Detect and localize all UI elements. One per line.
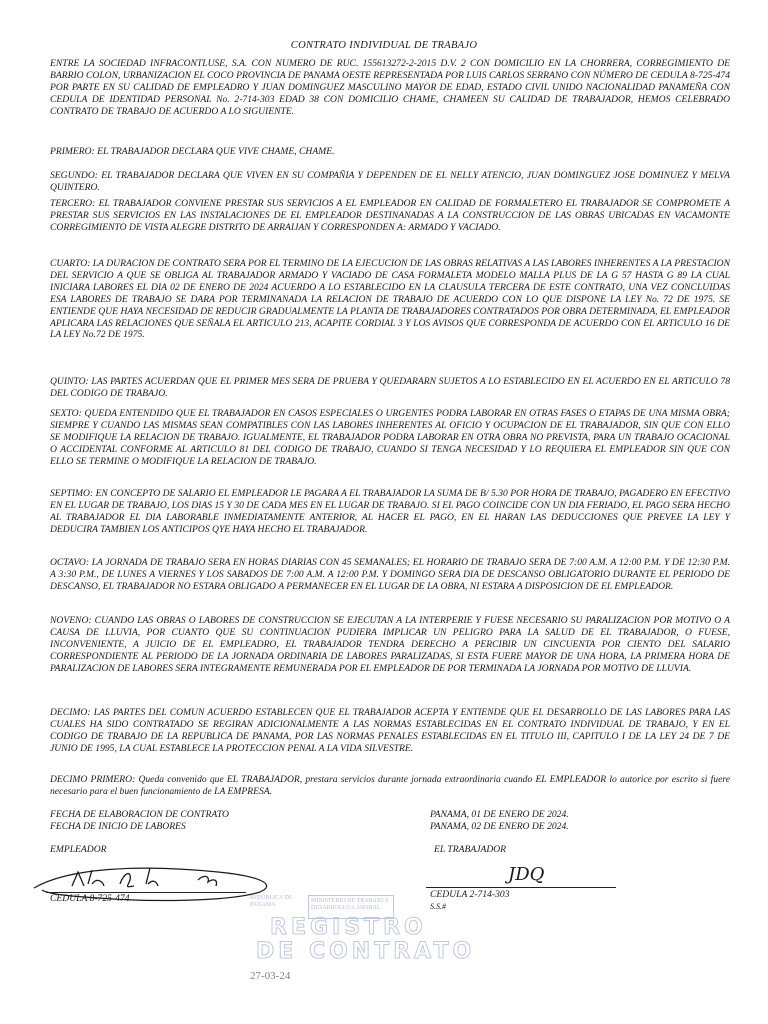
inicio-label: FECHA DE INICIO DE LABORES	[50, 821, 186, 832]
worker-cedula: CEDULA 2-714-303	[430, 889, 510, 900]
paragraph-sexto: SEXTO: QUEDA ENTENDIDO QUE EL TRABAJADOR EN CASOS ESPECIALES O URGENTES PODRA LABORAR EN OTRAS FASES O ETAPAS DE UNA MISMA OBRA; SIEMPRE Y CUANDO LAS MISMAS SEAN COMPATIBLES CON LAS LABORES INHERENTES AL OFICIO Y OCUPACION DE EL TRABAJADOR, SIN QUE CON ELLO SE MODIFIQUE LA RELACION DE TRABAJO. IGUALMENTE, EL TRABAJADOR PODRA LABORAR EN OTRA OBRA NO PREVISTA, PARA UN TRABAJO OCACIONAL O ACCIDENTAL CONFORME AL ARTICULO 81 DEL CODIGO DE TRABAJO, CUANDO SI TENGA NECESIDAD Y LO REQUIERA EL EMPLEADOR SIN QUE CON ELLO SE TERMINE O MODIFIQUE LA RELACION DE TRABAJO.	[50, 408, 730, 467]
stamp-line-1: REGISTRO	[270, 915, 427, 940]
paragraph-septimo: SEPTIMO: EN CONCEPTO DE SALARIO EL EMPLEADOR LE PAGARA A EL TRABAJADOR LA SUMA DE B/ 5.30 POR HORA DE TRABAJO, PAGADERO EN EFECTIVO EN EL LUGAR DE TRABAJO, LOS DIAS 15 Y 30 DE CADA MES EN EL LUGAR DE TRABAJO. SI EL PAGO COINCIDE CON UN DIA FERIADO, EL PAGO SERA HECHO AL TRABAJADOR EL DIA LABORABLE INMEDIATAMENTE ANTERIOR, AL HACER EL PAGO, EN EL HARAN LAS DEDUCCIONES QUE PREVEE LA LEY Y DEDUCIRA TAMBIEN LOS ANTICIPOS QYE HAYA HECHO EL TRABAJADOR.	[50, 488, 730, 535]
paragraph-quinto: QUINTO: LAS PARTES ACUERDAN QUE EL PRIMER MES SERA DE PRUEBA Y QUEDARARN SUJETOS A LO ESTABLECIDO EN EL ACUERDO EN EL ARTICULO 78 DEL CODIGO DE TRABAJO.	[50, 376, 730, 399]
worker-ss: S.S.#	[430, 902, 446, 911]
document-title: CONTRATO INDIVIDUAL DE TRABAJO	[290, 40, 478, 51]
worker-signature-line	[426, 887, 616, 888]
employer-label: EMPLEADOR	[50, 844, 107, 855]
elaboracion-value: PANAMA, 01 DE ENERO DE 2024.	[430, 809, 569, 820]
paragraph-cuarto: CUARTO: LA DURACION DE CONTRATO SERA POR EL TERMINO DE LA EJECUCION DE LAS OBRAS RELATIVAS A LAS LABORES INHERENTES A LA PRESTACION DEL SERVICIO A QUE SE OBLIGA AL TRABAJADOR ARMADO Y VACIADO DE CASA FORMALETA MODELO MALLA PLUS DE LA G 57 HASTA G 89 LA CUAL INICIARA LABORES EL DIA 02 DE ENERO DE 2024 ACUERDO A LO ESTABLECIDO EN LA CLAUSULA TERCERA DE ESTE CONTRATO, UNA VEZ CONCLUIDAS ESA LABORES DE TRABAJO SE DARA POR TERMINANADA LA RELACION DE TRABAJO DE ACUERDO CON LO QUE DISPONE LA LEY No. 72 DE 1975. SE ENTIENDE QUE HAYA NECESIDAD DE REDUCIR GRADUALMENTE LA PLANTA DE TRABAJADORES CONTRATADOS POR OBRA DETERMINADA, EL EMPLEADOR APLICARA LAS RELACIONES QUE SEÑALA EL ARTICULO 213, ACAPITE CORDIAL 3 Y LOS AVISOS QUE CORRESPONDA DE ACUERDO CON EL ARTICULO 16 DE LA LEY No.72 DE 1975.	[50, 258, 730, 341]
paragraph-primero: PRIMERO: EL TRABAJADOR DECLARA QUE VIVE CHAME, CHAME.	[50, 146, 335, 157]
employer-cedula: CEDULA 8-725-474	[50, 893, 130, 904]
stamp-box-text: MINISTERIO DE TRABAJO Y DESARROLLO LABORAL	[308, 895, 394, 919]
worker-label: EL TRABAJADOR	[434, 844, 507, 855]
stamp-left-text: REPUBLICA DE PANAMA	[250, 895, 293, 908]
paragraph-segundo: SEGUNDO: EL TRABAJADOR DECLARA QUE VIVEN EN SU COMPAÑIA Y DEPENDEN DE EL NELLY ATENCIO, JUAN DOMINGUEZ JOSE DOMINUEZ Y MELVA QUINTERO.	[50, 170, 730, 193]
paragraph-octavo: OCTAVO: LA JORNADA DE TRABAJO SERA EN HORAS DIARIAS CON 45 SEMANALES; EL HORARIO DE TRABAJO SERA DE 7:00 A.M. A 12:00 P.M. Y DE 12:30 P.M. A 3:30 P.M., DE LUNES A VIERNES Y LOS SABADOS DE 7:00 A.M. A 12:00 P.M. Y DOMINGO SERA DIA DE DESCANSO OBLIGATORIO DURANTE EL PERIODO DE DESCANSO, EL TRABAJADOR NO ESTARA OBLIGADO A PERMANECER EN EL LUGAR DE LA OBRA, NI ESTARA A DISPOSICION DE EL EMPLEADOR.	[50, 557, 730, 592]
elaboracion-label: FECHA DE ELABORACION DE CONTRATO	[50, 809, 229, 820]
paragraph-noveno: NOVENO: CUANDO LAS OBRAS O LABORES DE CONSTRUCCION SE EJECUTAN A LA INTERPERIE Y FUESE NECESARIO SU PARALIZACION POR MOTIVO O A CAUSA DE LLUVIA, POR CUANTO QUE SU CONTINUACION PUDIERA IMPLICAR UN PELIGRO PARA LA SALUD DE EL TRABAJADOR, O FUESE, INCONVENIENTE, A JUICIO DE EL EMPLEADRO, EL TRABAJADOR TENDRA DERECHO A PERCIBIR UN CINCUENTA POR CIENTO DEL SALARIO CORRESPONDIENTE AL PERIODO DE LA JORNADA ORDINARIA DE LABORES PARALIZADAS, SI ESTA FUERE MAYOR DE UNA HORA, LA PRIMERA HORA DE PARALIZACION DE LABORES SERA INTEGRAMENTE REMUNERADA POR EL EMPLEADOR DE POR TERMINADA LA JORNADA POR MOTIVO DE LLUVIA.	[50, 615, 730, 674]
stamp-date: 27-03-24	[250, 970, 291, 982]
registration-stamp	[250, 895, 490, 995]
stamp-line-2: DE CONTRATO	[256, 939, 476, 964]
worker-initials: JDQ	[508, 864, 545, 885]
paragraph-tercero: TERCERO: EL TRABAJADOR CONVIENE PRESTAR SUS SERVICIOS A EL EMPLEADOR EN CALIDAD DE FORMALETERO EL TRABAJADOR SE COMPROMETE A PRESTAR SUS SERVICIOS EN LAS INSTALACIONES DE EL EMPLEADOR DESTINANADAS A LA CONSTRUCCION DE LAS OBRAS UBICADAS EN VACAMONTE CORREGIMIENTO DE VISTA ALEGRE DISTRITO DE ARRAIJAN Y CORRESPONDEN A: ARMADO Y VACIADO.	[50, 198, 730, 233]
inicio-value: PANAMA, 02 DE ENERO DE 2024.	[430, 821, 569, 832]
paragraph-decimo: DECIMO: LAS PARTES DEL COMUN ACUERDO ESTABLECEN QUE EL TRABAJADOR ACEPTA Y ENTIENDE QUE EL DESARROLLO DE LAS LABORES PARA LAS CUALES HA SIDO CONTRATADO SE REGIRAN ADICIONALMENTE A LAS NORMAS ESTABLECIDAS EN EL CONTRATO INDIVIDUAL DE TRABAJO, Y EN EL CODIGO DE TRABAJO DE LA REPUBLICA DE PANAMA, POR LAS NORMAS PENALES ESTABLECIDAS EN EL TITULO III, CAPITULO I DE LA LEY 24 DE 7 DE JUNIO DE 1995, LA CUAL ESTABLECE LA PROTECCION PENAL A LA VIDA SILVESTRE.	[50, 707, 730, 754]
paragraph-intro: ENTRE LA SOCIEDAD INFRACONTLUSE, S.A. CON NUMERO DE RUC. 155613272-2-2015 D.V. 2 CON DOMICILIO EN LA CHORRERA, CORREGIMIENTO DE BARRIO COLON, URBANIZACION EL COCO PROVINCIA DE PANAMA OESTE REPRESENTADA POR LUIS CARLOS SERRANO CON NÚMERO DE CEDULA 8-725-474 POR PARTE EN SU CALIDAD DE EMPLEADRO Y JUAN DOMINGUEZ MASCULINO MAYOR DE EDAD, ESTADO CIVIL UNIDO NACIONALIDAD PANAMEÑA CON CEDULA DE IDENTIDAD PERSONAL No. 2-714-303 EDAD 38 CON DOMICILIO CHAME, CHAMEEN SU CALIDAD DE TRABAJADOR, HEMOS CELEBRADO CONTRATO DE TRABAJO DE ACUERDO A LO SIGUIENTE.	[50, 58, 730, 117]
paragraph-decimo-primero: DECIMO PRIMERO: Queda convenido que EL TRABAJADOR, prestara servicios durante jornada extraordinaria cuando EL EMPLEADOR lo autorice por escrito si fuere necesario para el buen funcionamiento de LA EMPRESA.	[50, 774, 730, 797]
